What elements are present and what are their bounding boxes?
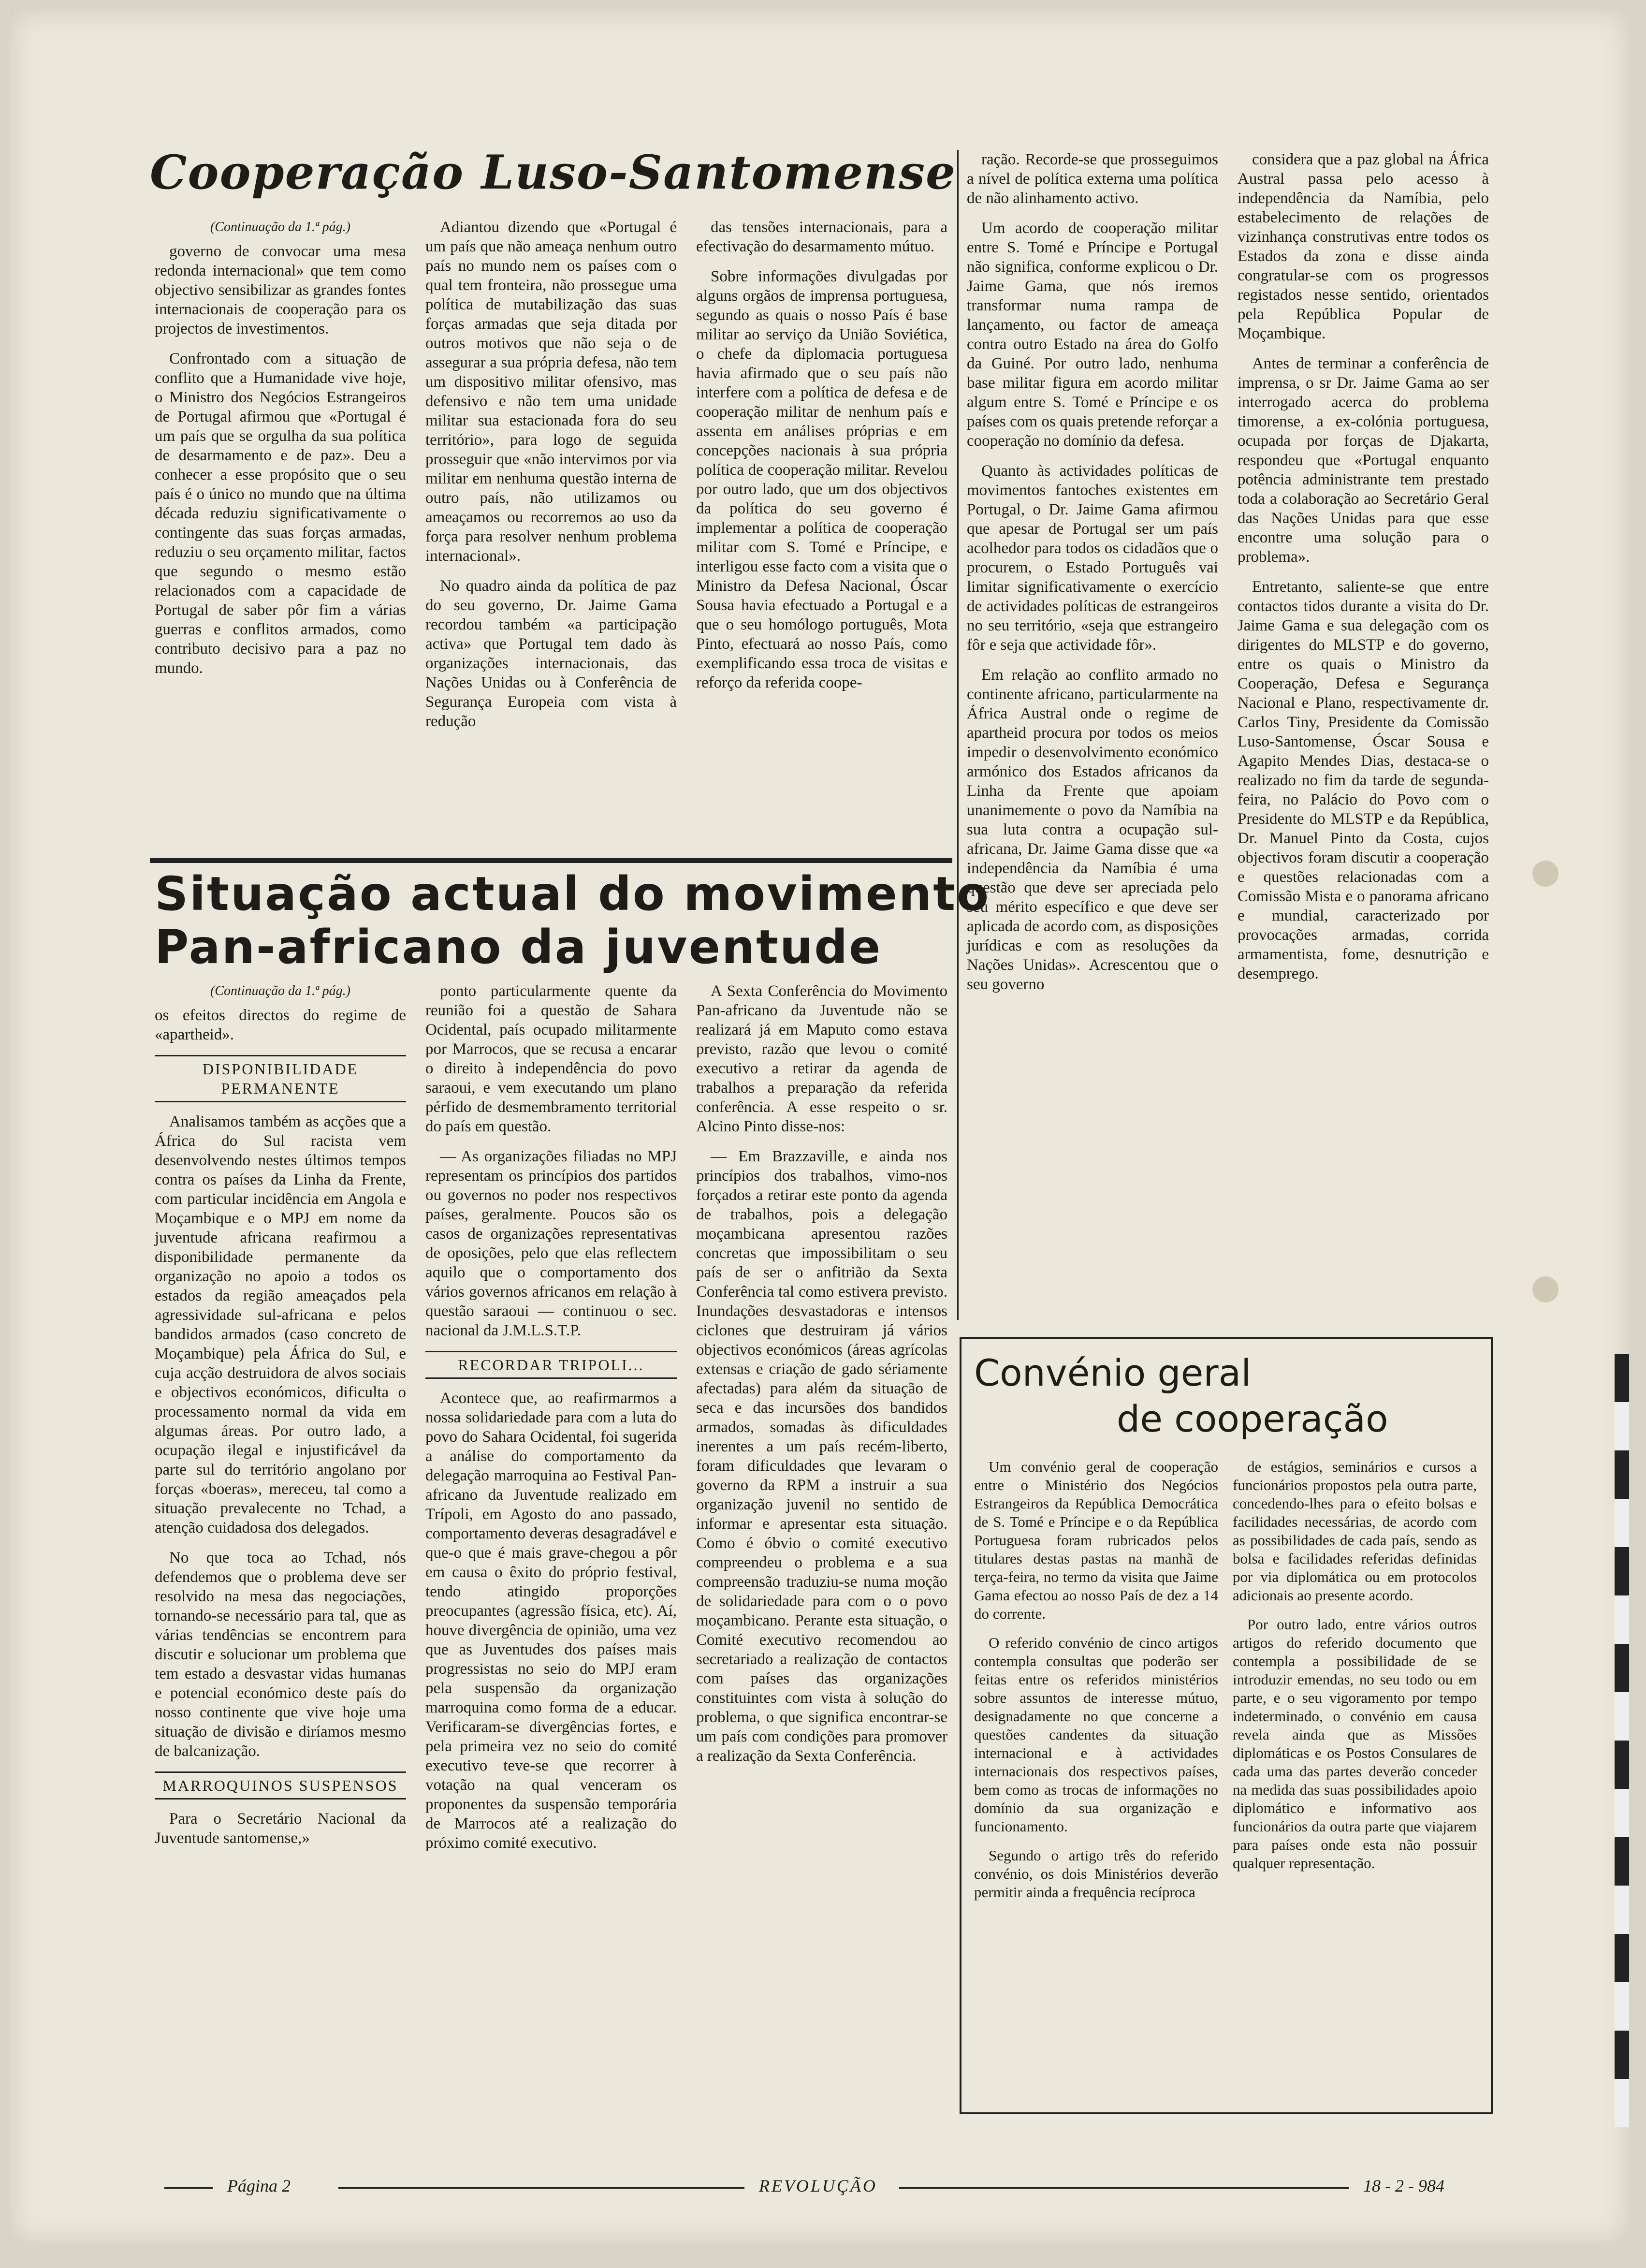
paragraph: ração. Recorde-se que prosseguimos a nível de política externa uma política de não alinhamento activo. (967, 151, 1218, 207)
paragraph: ponto particularmente quente da reunião foi a questão de Sahara Ocidental, país ocupado militarmente por Marrocos, que se recusa a encarar o direito à independência do povo saraoui, e vem executando um plano pérfido de desmembramento territorial do país em questão. (425, 982, 677, 1135)
paragraph: No que toca ao Tchad, nós defendemos que o problema deve ser resolvido na mesa das negociações, tornando-se necessário para tal, que as várias tendências se encontrem para discutir e solucionar um problema que tem estado a desvastar vidas humanas e potencial económico deste país do nosso continente que vive hoje uma situação de divisão e diríamos mesmo de balcanização. (155, 1549, 406, 1760)
paragraph: os efeitos directos do regime de «apartheid». (155, 1007, 406, 1043)
punch-hole (1532, 861, 1559, 887)
paragraph: Em relação ao conflito armado no continente africano, particularmente na África Austral onde o regime de apartheid procura por todos os meios impedir o desenvolvimento económico armónico dos Estados africanos da Linha da Frente que apoiam unanimemente o povo da Namíbia na sua luta contra a ocupação sul-africana, Dr. Jaime Gama disse que «a independência da Namíbia é uma questão que deve ser apreciada pelo seu mérito específico e que deve ser aplicada de acordo com, as disposições jurídicas e com as resoluções da Nações Unidas». Acrescentou que o seu governo (967, 666, 1218, 993)
article2-column-2 (425, 981, 677, 1863)
paragraph: — As organizações filiadas no MPJ representam os princípios dos partidos ou governos no poder nos respectivos países, geralmente. Poucos são os casos de organizações representativas de oposições, pelo que elas reflectem aquilo que o comportamento dos vários governos africanos em relação à questão saraoui — continuou o sec. nacional da J.M.L.S.T.P. (425, 1148, 677, 1339)
issue-date: 18 - 2 - 984 (1363, 2176, 1444, 2195)
paragraph: Entretanto, saliente-se que entre contactos tidos durante a visita do Dr. Jaime Gama e sua delegação com os dirigentes do MLSTP e do governo, entre os quais o Ministro da Cooperação, Defesa e Segurança Nacional e Plano, respectivamente dr. Carlos Tiny, Presidente da Comissão Luso-Santomense, Óscar Sousa e Agapito Mendes Dias, destaca-se o realizado no fim da tarde de segunda-feira, no Palácio do Povo com o Presidente do MLSTP e da República, Dr. Manuel Pinto da Costa, cujos objectivos foram discutir a cooperação e questões relacionadas com a Comissão Mista e o panorama africano e mundial, caracterizado por provocações armadas, corrida armamentista, fome, desnutrição e desemprego. (1238, 578, 1489, 982)
paragraph: Um convénio geral de cooperação entre o Ministério dos Negócios Estrangeiros da República Democrática de S. Tomé e Príncipe e o da República Portuguesa foram rubricados pelos titulares destas pastas na manhã de terça-feira, no termo da visita que Jaime Gama efectou ao nosso País de dez a 14 do corrente. (974, 1458, 1218, 1622)
article2-title-line1: Situação actual do movimento (155, 867, 991, 921)
subheading: RECORDAR TRIPOLI... (425, 1351, 677, 1379)
divider (164, 2187, 213, 2189)
article2-column-3 (696, 981, 947, 1776)
article1-column-3 (696, 218, 947, 703)
subheading: MARROQUINOS SUSPENSOS (155, 1771, 406, 1800)
paragraph: — Em Brazzaville, e ainda nos princípios dos trabalhos, vimo-nos forçados a retirar este ponto da agenda de trabalhos, pois a delegação moçambicana apresentou razões concretas que impossibilitam o seu país de ser o anfitrião da Sexta Conferência tal como estivera previsto. Inundações desvastadoras e intensos ciclones que destruiram já vários objectivos económicos (áreas agrícolas extensas e criação de gado sériamente afectadas) para além da situação de seca e das incursões dos bandidos armados, somadas às dificuldades inerentes a um país recém-liberto, foram dificuldades que levaram o governo da RPM a instruir a sua organização juvenil no sentido de informar e apresentar esta situação. Como é óbvio o comité executivo compreendeu o problema e a sua compreensão traduziu-se numa moção de solidariedade para com o o povo moçambicano. Perante esta situação, o Comité executivo recomendou ao secretariado a realização de contactos com países das organizações constituintes com vista à solução do problema, o que significa encontrar-se um país com condições para promover a realização da Sexta Conferência. (696, 1148, 947, 1765)
article1-column-2 (425, 218, 677, 742)
article1-column-1 (155, 218, 406, 688)
paragraph: No quadro ainda da política de paz do seu governo, Dr. Jaime Gama recordou também «a participação activa» que Portugal tem dado às organizações internacionais, das Nações Unidas ou à Conferência de Segurança Europeia com vista à redução (425, 577, 677, 730)
article2-title-line2: Pan-africano da juventude (155, 920, 882, 974)
paragraph: A Sexta Conferência do Movimento Pan-africano da Juventude não se realizará já em Maputo como estava previsto, razão que levou o comité executivo a retirar da agenda de trabalhos a preparação da referida conferência. A esse respeito o sr. Alcino Pinto disse-nos: (696, 982, 947, 1135)
paragraph: governo de convocar uma mesa redonda internacional» que tem como objectivo sensibilizar as grandes fontes internacionais de cooperação para os projectos de investimentos. (155, 243, 406, 337)
paragraph: das tensões internacionais, para a efectivação do desarmamento mútuo. (696, 219, 947, 255)
page-footer (164, 2176, 1499, 2205)
paragraph: Para o Secretário Nacional da Juventude santomense,» (155, 1810, 406, 1847)
paragraph: de estágios, seminários e cursos a funcionários propostos pela outra parte, concedendo-lhes para o efeito bolsas e facilidades necessárias, de acordo com as possibilidades de cada país, sendo as bolsa e facilidades referidas definidas por via diplomática ou em protocolos adicionais ao presente acordo. (1233, 1458, 1477, 1604)
paragraph: Acontece que, ao reafirmarmos a nossa solidariedade para com a luta do povo do Sahara Ocidental, foi sugerida a análise do comportamento da delegação marroquina ao Festival Pan-africano da Juventude realizado em Trípoli, em Agosto do ano passado, comportamento deveras desagradável e que-o que é mais grave-chegou a pôr em causa o êxito do próprio festival, tendo atingido proporções preocupantes (agressão física, etc). Aí, houve divergência de opinião, uma vez que as Juventudes dos países mais progressistas no seio do MPJ eram pela suspensão da organização marroquina como forma de a educar. Verificaram-se divergências fortes, e pela primeira vez no seio do comité executivo teve-se que recorrer à votação na qual venceram os proponentes da suspensão temporária de Marrocos até a realização do próximo comité executivo. (425, 1390, 677, 1852)
article1-title: Cooperação Luso-Santomense (150, 145, 957, 200)
continuation-note: (Continuação da 1.ª pág.) (210, 219, 351, 234)
subheading: DISPONIBILIDADE PERMANENTE (155, 1055, 406, 1102)
article1-column-5 (1238, 150, 1489, 994)
paragraph: Adiantou dizendo que «Portugal é um país que não ameaça nenhum outro país no mundo nem os países com o qual tem fronteira, não prossegue uma política de mutabilização das suas forças armadas que seja ditada por outros motivos que não seja o de assegurar a sua própria defesa, não tem um dispositivo militar ofensivo, mas defensivo e não tem uma unidade militar sua estacionada fora do seu território», para logo de seguida prosseguir que «não intervimos por via militar em nenhuma questão interna de outro país, não utilizamos ou ameaçamos ou recorremos ao uso da força para resolver nenhum problema internacional». (425, 219, 677, 565)
punch-hole (1532, 1276, 1559, 1302)
article1-column-4 (967, 150, 1218, 1005)
scale-ruler (1615, 1354, 1629, 2127)
continuation-note: (Continuação da 1.ª pág.) (210, 983, 351, 998)
divider (899, 2187, 1349, 2189)
newspaper-name: REVOLUÇÃO (759, 2176, 877, 2195)
article3-column-1 (974, 1458, 1218, 1912)
paragraph: Um acordo de cooperação militar entre S. Tomé e Príncipe e Portugal não significa, conforme explicou o Dr. Jaime Gama, que nós iremos transformar numa rampa de lançamento, ou factor de ameaça contra outro Estado na área do Golfo da Guiné. Por outro lado, nenhuma base militar figura em acordo militar algum entre S. Tomé e Príncipe e os países com os quais pretende reforçar a cooperação no domínio da defesa. (967, 219, 1218, 450)
paragraph: Analisamos também as acções que a África do Sul racista vem desenvolvendo nestes últimos tempos contra os países da Linha da Frente, com particular incidência em Angola e Moçambique e o MPJ em nome da juventude africana reafirmou a disponibilidade permanente da organização no apoio a todos os estados da região ameaçados pela agressividade sul-africana e pelos bandidos armados (caso concreto de Moçambique) pela África do Sul, e cuja acção destruidora de alvos sociais e objectivos económicos, dificulta o processamento normal da vida em algumas áreas. Por outro lado, a ocupação ilegal e injustificável da parte sul do território angolano por forças «boeras», mereceu, tal como a situação prevalecente no Tchad, a atenção cuidadosa dos delegados. (155, 1113, 406, 1536)
article2-column-1 (155, 981, 406, 1858)
paragraph: Quanto às actividades políticas de movimentos fantoches existentes em Portugal, o Dr. Jaime Gama afirmou que apesar de Portugal ser um país acolhedor para todos os cidadãos que o procurem, o Estado Português vai limitar significativamente o exercício de actividades políticas de estrangeiros no seu território, «seja que estrangeiro fôr e seja que actividade fôr». (967, 462, 1218, 654)
article3-column-2 (1233, 1458, 1477, 1883)
article3-title-line2: de cooperação (1117, 1397, 1388, 1440)
paragraph: Segundo o artigo três do referido convénio, os dois Ministérios deverão permitir ainda a frequência recíproca (974, 1847, 1218, 1901)
paragraph: considera que a paz global na África Austral passa pelo acesso à independência da Namíbia, pelo estabelecimento de relações de vizinhança construtivas entre todos os Estados da zona e disse ainda congratular-se com os progressos registados nesse sentido, orientados pela República Popular de Moçambique. (1238, 151, 1489, 342)
paragraph: O referido convénio de cinco artigos contempla consultas que poderão ser feitas entre os referidos ministérios sobre assuntos de interesse mútuo, designadamente no que concerne a questões candentes da situação internacional e à actividades internacionais dos respectivos países, bem como as trocas de informações no domínio da sua organização e funcionamento. (974, 1634, 1218, 1835)
divider (338, 2187, 744, 2189)
paragraph: Por outro lado, entre vários outros artigos do referido documento que contempla a possibilidade de se introduzir emendas, no seu todo ou em parte, e o seu vigoramento por tempo indeterminado, o convénio em causa revela ainda que as Missões diplomáticas e os Postos Consulares de cada uma das partes deverão conceder na medida das suas possibilidades apoio diplomático e informativo aos funcionários da outra parte que viajarem para países onde esta não possuir qualquer representação. (1233, 1616, 1477, 1872)
article3-title-line1: Convénio geral (974, 1351, 1252, 1394)
paragraph: Antes de terminar a conferência de imprensa, o sr Dr. Jaime Gama ao ser interrogado acerca do problema timorense, a ex-colónia portuguesa, ocupada por forças de Djakarta, respondeu que «Portugal enquanto potência administrante tem prestado toda a colaboração ao Secretário Geral das Nações Unidas para que esse encontre uma solução para o problema». (1238, 355, 1489, 566)
newspaper-page (10, 10, 1629, 2243)
column-divider (957, 150, 959, 1320)
divider (150, 858, 952, 863)
page-number: Página 2 (227, 2176, 291, 2195)
paragraph: Sobre informações divulgadas por alguns orgãos de imprensa portuguesa, segundo as quais o nosso País é base militar ao serviço da União Soviética, o chefe da diplomacia portuguesa havia afirmado que o seu país não interfere com a política de defesa e de cooperação militar de nenhum país e assenta em análises próprias e em concepções nacionais à sua própria política de cooperação militar. Revelou por outro lado, que um dos objectivos da política do seu governo é implementar a política de cooperação militar com S. Tomé e Príncipe, e interligou esse facto com a visita que o Ministro da Defesa Nacional, Óscar Sousa havia efectuado a Portugal e a que o seu homólogo português, Mota Pinto, efectuará ao nosso País, como exemplificando essa troca de visitas e reforço da referida coope- (696, 268, 947, 691)
paragraph: Confrontado com a situação de conflito que a Humanidade vive hoje, o Ministro dos Negócios Estrangeiros de Portugal afirmou que «Portugal é um país que se orgulha da sua política de desarmamento e de paz». Deu a conhecer a esse propósito que o seu país é o único no mundo que na última década reduziu significativamente o contingente das suas forças armadas, reduziu o seu orçamento militar, factos que segundo o mesmo estão relacionados com a capacidade de Portugal de saber pôr fim a várias guerras e conflitos armados, como contributo decisivo para a paz no mundo. (155, 350, 406, 677)
